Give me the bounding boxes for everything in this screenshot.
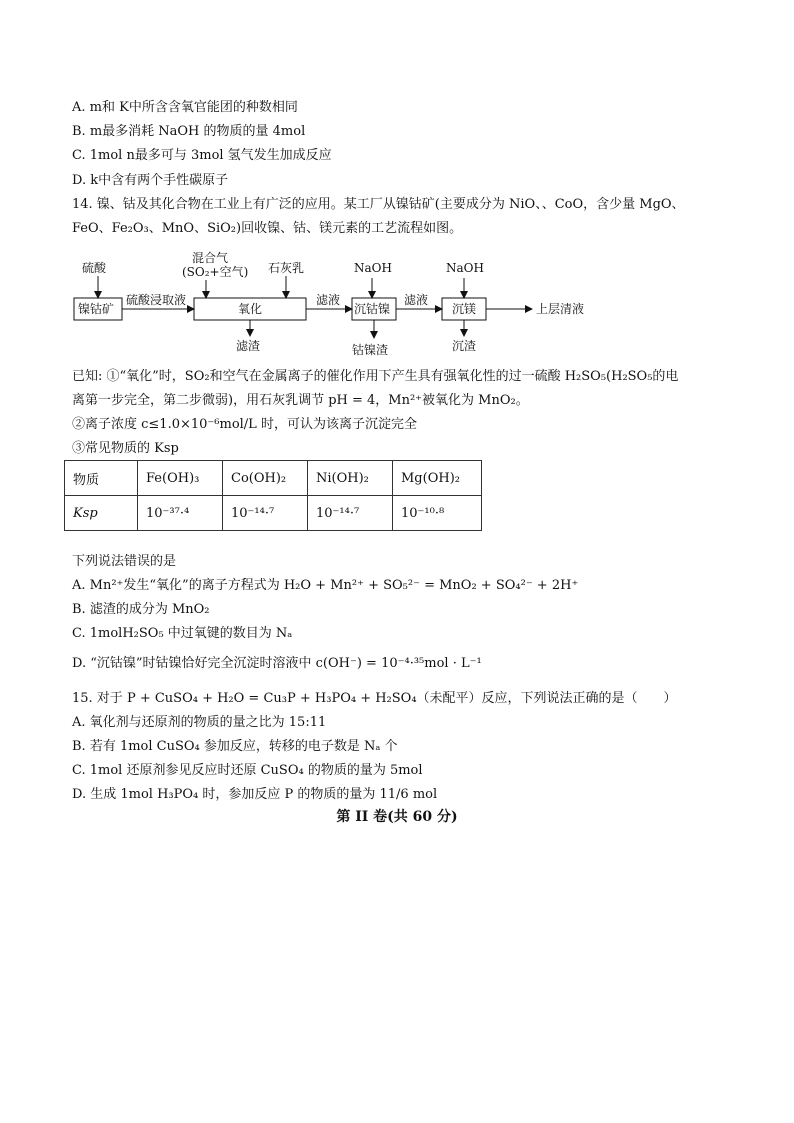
table-row-ksp-label: Ksp — [65, 496, 138, 531]
label-leach: 硫酸浸取液 — [126, 293, 187, 307]
label-acid: 硫酸 — [82, 261, 107, 275]
q15-stem: 15. 对于 P + CuSO₄ + H₂O = Cu₃P + H₃PO₄ + H₂SO₄（未配平）反应，下列说法正确的是（ ） — [72, 691, 677, 706]
q14-option-c: C. 1molH₂SO₅ 中过氧键的数目为 Nₐ — [72, 626, 293, 641]
q13-option-d: D. k中含有两个手性碳原子 — [72, 173, 229, 188]
known-1b: 离第一步完全，第二步微弱)，用石灰乳调节 pH = 4，Mn²⁺被氧化为 MnO₂。 — [72, 393, 529, 408]
q15-option-c: C. 1mol 还原剂参见反应时还原 CuSO₄ 的物质的量为 5mol — [72, 763, 423, 778]
box-ore-label: 镍钴矿 — [78, 302, 115, 316]
label-naoh-1: NaOH — [354, 261, 392, 275]
label-residue-1: 滤渣 — [236, 339, 261, 353]
section-title: 第 II 卷(共 60 分) — [336, 809, 458, 825]
q14-option-a: A. Mn²⁺发生“氧化”的离子方程式为 H₂O + Mn²⁺ + SO₅²⁻ = MnO₂ + SO₄²⁻ + 2H⁺ — [72, 578, 579, 593]
q13-option-a: A. m和 K中所含含氧官能团的种数相同 — [72, 100, 298, 115]
label-mixgas: 混合气 — [192, 251, 229, 265]
q13-option-c: C. 1mol n最多可与 3mol 氢气发生加成反应 — [72, 148, 332, 163]
table-cell-co: 10⁻¹⁴·⁷ — [223, 496, 308, 531]
table-cell-fe: 10⁻³⁷·⁴ — [138, 496, 223, 531]
table-row — [65, 461, 482, 496]
known-1a: 已知: ①“氧化”时，SO₂和空气在金属离子的催化作用下产生具有强氧化性的过一硫酸 H₂SO₅(H₂SO₅的电 — [72, 369, 679, 384]
label-filtrate-1: 滤液 — [316, 293, 341, 307]
q15-option-d: D. 生成 1mol H₃PO₄ 时，参加反应 P 的物质的量为 11/6 mol — [72, 787, 438, 802]
q14-question: 下列说法错误的是 — [72, 554, 177, 569]
process-flow-diagram — [70, 250, 720, 360]
q14-stem-line1: 14. 镍、钴及其化合物在工业上有广泛的应用。某工厂从镍钴矿(主要成分为 NiO、、CoO，含少量 MgO、 — [72, 197, 685, 212]
q15-option-a: A. 氧化剂与还原剂的物质的量之比为 15:11 — [72, 715, 327, 730]
table-header-mg: Mg(OH)₂ — [393, 461, 482, 496]
label-lime: 石灰乳 — [268, 261, 305, 275]
table-row — [65, 496, 482, 531]
table-header-co: Co(OH)₂ — [223, 461, 308, 496]
table-cell-mg: 10⁻¹⁰·⁸ — [393, 496, 482, 531]
table-header-substance: 物质 — [65, 461, 138, 496]
label-mixgas-formula: (SO₂+空气) — [182, 265, 249, 279]
box-oxidation-label: 氧化 — [238, 302, 263, 316]
table-header-ni: Ni(OH)₂ — [308, 461, 393, 496]
q15-option-b: B. 若有 1mol CuSO₄ 参加反应，转移的电子数是 Nₐ 个 — [72, 739, 398, 754]
table-header-fe: Fe(OH)₃ — [138, 461, 223, 496]
table-cell-ni: 10⁻¹⁴·⁷ — [308, 496, 393, 531]
label-naoh-2: NaOH — [446, 261, 484, 275]
box-precip-mg-label: 沉镁 — [452, 302, 477, 316]
label-residue-2: 钴镍渣 — [352, 343, 389, 357]
q14-option-d: D. “沉钴镍”时钴镍恰好完全沉淀时溶液中 c(OH⁻) = 10⁻⁴·³⁵mol · L⁻¹ — [72, 656, 482, 671]
known-3: ③常见物质的 Ksp — [72, 441, 179, 456]
known-2: ②离子浓度 c≤1.0×10⁻⁶mol/L 时，可认为该离子沉淀完全 — [72, 417, 417, 432]
ksp-table — [64, 460, 482, 531]
label-filtrate-2: 滤液 — [404, 293, 429, 307]
q13-option-b: B. m最多消耗 NaOH 的物质的量 4mol — [72, 124, 306, 139]
box-precip-co-ni-label: 沉钴镍 — [354, 302, 391, 316]
label-upper-liquid: 上层清液 — [536, 302, 585, 316]
q14-option-b: B. 滤渣的成分为 MnO₂ — [72, 602, 210, 617]
q14-stem-line2: FeO、Fe₂O₃、MnO、SiO₂)回收镍、钴、镁元素的工艺流程如图。 — [72, 221, 463, 236]
label-residue-3: 沉渣 — [452, 339, 477, 353]
